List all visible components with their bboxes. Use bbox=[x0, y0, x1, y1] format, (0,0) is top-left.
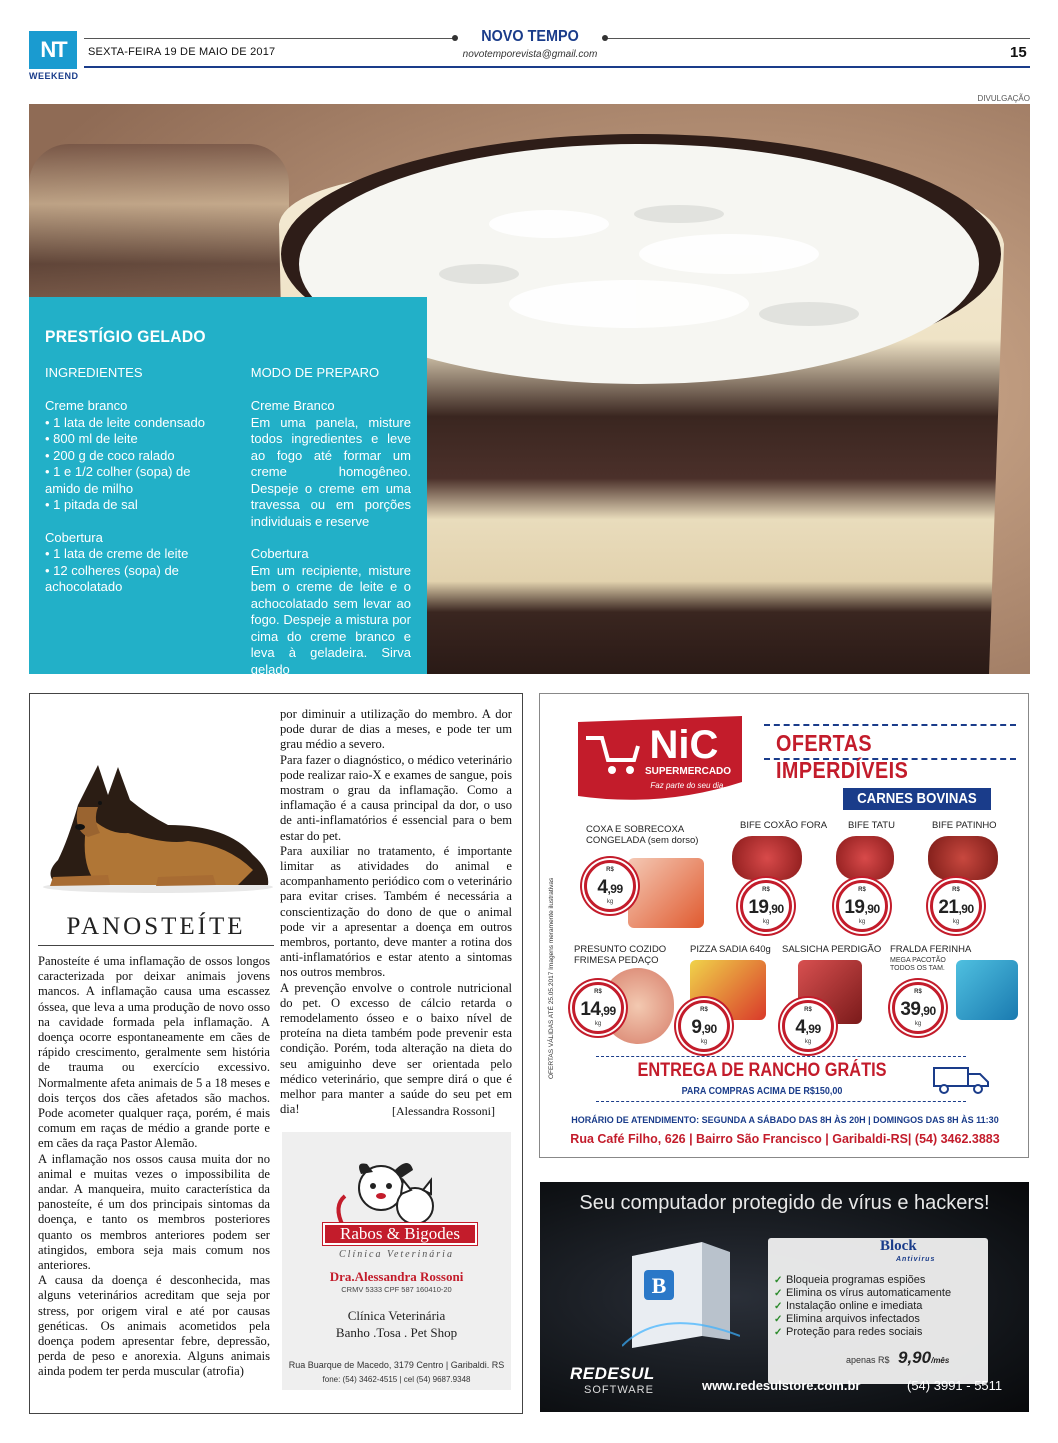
offers-headline: OFERTAS IMPERDÍVEIS bbox=[776, 730, 909, 783]
product-name: PRESUNTO COZIDO FRIMESA PEDAÇO bbox=[574, 944, 667, 966]
product-name: FRALDA FERINHA bbox=[890, 944, 972, 955]
feature-item: ✓ Bloqueia programas espiões bbox=[774, 1274, 984, 1287]
company-tagline: SOFTWARE bbox=[584, 1384, 654, 1396]
german-shepherd-image bbox=[38, 745, 278, 895]
antivirus-brand: Block bbox=[880, 1238, 917, 1254]
article-column-2 bbox=[280, 707, 512, 1117]
ingredients-heading: INGREDIENTES bbox=[45, 365, 143, 380]
article-paragraph: A causa da doença é desconhecida, mas alguns veterinários acreditam que seja por stress, por origem viral e até por causas genéticas. Os animais acometidos pela doença podem apresentar febre, depressão, perda de peso e anorexia. Alguns animais ainda podem ter perda muscular (atrofia) bbox=[38, 1273, 270, 1379]
product-name: COXA E SOBRECOXA CONGELADA (sem dorso) bbox=[586, 824, 699, 846]
vet-clinic-ad[interactable] bbox=[282, 1132, 511, 1390]
delivery-condition: PARA COMPRAS ACIMA DE R$150,00 bbox=[681, 1086, 843, 1097]
product-name: PIZZA SADIA 640g bbox=[690, 944, 771, 955]
header-rule-right bbox=[606, 38, 1030, 39]
clinic-service-1: Clínica Veterinária bbox=[347, 1308, 446, 1323]
product-name: BIFE COXÃO FORA bbox=[740, 820, 828, 831]
price-label: apenas R$ bbox=[846, 1355, 890, 1365]
article-paragraph: Para auxiliar no tratamento, é importante limitar as atividades do animal e acompanhamento periódico com o veterinário para evitar crises. Também é necessária a conscientização do dono de que o animal pode vir a apresentar a doença em outros membros, portanto, deve manter a rotina dos anti-inflamatórios e estar atento a sintomas nos outros membros. bbox=[280, 843, 512, 980]
chicken-pack-image bbox=[628, 858, 704, 928]
photo-credit: DIVULGAÇÃO bbox=[977, 94, 1030, 103]
antivirus-brand-sub: Antivirus bbox=[896, 1256, 936, 1263]
article-paragraph: por diminuir a utilização do membro. A dor pode durar de dias a meses, e pode ter um grau médio a severo. bbox=[280, 707, 512, 752]
feature-item: ✓ Elimina arquivos infectados bbox=[774, 1313, 984, 1326]
prep-cobertura-heading: Cobertura bbox=[250, 546, 309, 561]
company-logo: REDESUL bbox=[570, 1364, 655, 1383]
nic-brand-sub: SUPERMERCADO bbox=[644, 766, 732, 777]
article-paragraph: A prevenção envolve o controle nutricional do pet. O excesso de cálcio retarda o remodelamento ósseo e o baixo nível de proteína na dieta também pode prevenir esta condição. Porém, toda alteração na dieta do seu amiguinho deve ser orientada pelo médico veterinário, que sempre dirá o que é melhor para manter a saúde do seu pet em dia! bbox=[280, 980, 512, 1117]
ingredient-item: • 800 ml de leite bbox=[45, 431, 138, 446]
article-paragraph: A inflamação nos ossos causa muita dor no animal e muitas vezes o impossibilita de andar. A manqueira, muito característica da panosteíte, é um dos principais sintomas da doença, e tanto os membros posteriores quanto os membros anteriores podem ser atingidos, embora seja mais comum nos anteriores. bbox=[38, 1151, 270, 1273]
beef-coxao-image bbox=[732, 836, 802, 880]
recipe-box bbox=[29, 297, 427, 677]
nic-logo bbox=[572, 712, 748, 804]
newspaper-logo bbox=[29, 31, 77, 81]
article-paragraph: Para fazer o diagnóstico, o médico veterinário pode realizar raio-X e exames de sangue, pois mostram o grau da inflamação. Como a inflamação é a causa principal da dor, o uso de anti-inflamatórios é essencial para o bem estar do pet. bbox=[280, 752, 512, 843]
product-name: BIFE PATINHO bbox=[932, 820, 997, 831]
article-author: [Alessandra Rossoni] bbox=[392, 1104, 495, 1118]
ingredients-column bbox=[45, 365, 229, 678]
antivirus-headline: Seu computador protegido de vírus e hackers! bbox=[579, 1192, 990, 1214]
doctor-name: Dra.Alessandra Rossoni bbox=[329, 1269, 464, 1284]
article-paragraph: Panosteíte é uma inflamação de ossos longos caracterizada por deixar animais jovens mancos. A inflamação causa uma escassez óssea, que leva a uma produção de novo osso na cavidade formada pela inflamação. A doença ocorre espontaneamente em cães de rápido crescimento, geralmente sem história de trauma ou exercício excessivo. Normalmente afeta animais de 5 a 18 meses e dois terços dos cães afetados são machos. Pode acometer qualquer raça, porém, é mais comum em raças de médio a grande porte e em cães da raça Pastor Alemão. bbox=[38, 954, 270, 1151]
feature-item: ✓ Proteção para redes sociais bbox=[774, 1326, 984, 1339]
supermarket-ad[interactable] bbox=[539, 693, 1029, 1158]
clinic-name: Rabos & Bigodes bbox=[323, 1223, 477, 1245]
beef-patinho-image bbox=[928, 836, 998, 880]
beef-section-label: CARNES BOVINAS bbox=[843, 788, 991, 810]
price-badge: R$ 19,90 kg bbox=[740, 880, 792, 932]
ingredient-item: • 1 lata de leite condensado bbox=[45, 414, 205, 430]
header-rule-left bbox=[84, 38, 454, 39]
antivirus-price: 9,90/mês bbox=[898, 1348, 950, 1367]
header-underline bbox=[84, 66, 1030, 68]
preparation-column bbox=[251, 365, 411, 678]
cobertura-heading: Cobertura bbox=[45, 529, 103, 545]
clinic-address: Rua Buarque de Macedo, 3179 Centro | Garibaldi. RS bbox=[288, 1360, 505, 1370]
prep-creme-text: Em uma panela, misture todos ingredientes e leve ao fogo até formar um creme homogêneo. Despeje o creme em uma travessa ou em porções individuais e reserve bbox=[250, 414, 411, 529]
ingredient-item: • 12 colheres (sopa) de achocolatado bbox=[45, 562, 179, 594]
masthead-title: NOVO TEMPO bbox=[481, 28, 579, 45]
price-badge: R$ 14,99 kg bbox=[572, 982, 624, 1034]
nic-brand: NiC bbox=[649, 723, 719, 767]
fralda-detail: MEGA PACOTÃO TODOS OS TAM. bbox=[890, 957, 946, 972]
product-name: BIFE TATU bbox=[848, 820, 895, 831]
svg-text:B: B bbox=[651, 1273, 667, 1298]
price-badge: R$ 4,99 kg bbox=[782, 1000, 834, 1052]
logo-subtitle: WEEKEND bbox=[29, 71, 79, 81]
delivery-banner: ENTREGA DE RANCHO GRÁTIS bbox=[637, 1060, 887, 1081]
logo-mark: NT bbox=[29, 31, 77, 69]
store-phone: (54) 3991 - 5511 bbox=[907, 1378, 1003, 1393]
price-badge: R$ 39,90 kg bbox=[892, 982, 944, 1034]
ingredient-item: • 1 lata de creme de leite bbox=[45, 546, 189, 561]
software-box-image bbox=[622, 1236, 740, 1352]
creme-heading: Creme branco bbox=[45, 398, 128, 413]
truck-icon bbox=[932, 1062, 992, 1094]
preparation-heading: MODO DE PREPARO bbox=[250, 365, 380, 380]
beef-tatu-image bbox=[836, 836, 894, 880]
issue-date: SEXTA-FEIRA 19 DE MAIO DE 2017 bbox=[88, 46, 276, 58]
header-dot-right bbox=[602, 35, 608, 41]
article-title: PANOSTEÍTE bbox=[66, 913, 246, 940]
page-number: 15 bbox=[1010, 44, 1027, 61]
nic-slogan: Faz parte do seu dia. bbox=[650, 781, 726, 790]
antivirus-ad[interactable] bbox=[540, 1182, 1029, 1412]
ingredient-item: • 1 e 1/2 colher (sopa) de amido de milho bbox=[45, 464, 191, 496]
price-badge: R$ 21,90 kg bbox=[930, 880, 982, 932]
store-url[interactable]: www.redesulstore.com.br bbox=[702, 1378, 861, 1393]
opening-hours: HORÁRIO DE ATENDIMENTO: SEGUNDA A SÁBADO DAS 8H ÀS 20H | DOMINGOS DAS 8H ÀS 11:30 bbox=[571, 1115, 999, 1125]
recipe-title: PRESTÍGIO GELADO bbox=[45, 327, 206, 346]
contact-email[interactable]: novotemporevista@gmail.com bbox=[462, 49, 598, 60]
clinic-service-2: Banho .Tosa . Pet Shop bbox=[335, 1325, 458, 1340]
diaper-image bbox=[956, 960, 1018, 1020]
store-address: Rua Café Filho, 626 | Bairro São Francisco | Garibaldi-RS| (54) 3462.3883 bbox=[570, 1132, 1000, 1146]
product-name: SALSICHA PERDIGÃO bbox=[782, 944, 882, 955]
ingredient-item: • 200 g de coco ralado bbox=[45, 447, 175, 463]
header-dot-left bbox=[452, 35, 458, 41]
article-column-1 bbox=[38, 954, 270, 1380]
prep-cobertura-text: Em um recipiente, misture bem o creme de leite e o achocolatado sem levar ao fogo. Despeje a mistura por cima do creme branco e leva à geladeira. Sirva gelado bbox=[250, 562, 411, 677]
feature-item: ✓ Instalação online e imediata bbox=[774, 1300, 984, 1313]
features-list bbox=[774, 1274, 984, 1339]
price-badge: R$ 4,99 kg bbox=[584, 860, 636, 912]
clinic-subtitle: Clínica Veterinária bbox=[339, 1249, 454, 1260]
clinic-phones: fone: (54) 3462-4515 | cel (54) 9687.9348 bbox=[322, 1375, 471, 1384]
feature-item: ✓ Elimina os vírus automaticamente bbox=[774, 1287, 984, 1300]
doctor-crmv: CRMV 5333 CPF 587 160410-20 bbox=[341, 1285, 452, 1294]
prep-creme-heading: Creme Branco bbox=[250, 398, 335, 413]
price-badge: R$ 9,90 kg bbox=[678, 1000, 730, 1052]
ingredient-item: • 1 pitada de sal bbox=[45, 497, 138, 512]
title-rule bbox=[38, 945, 274, 946]
offer-validity-note: OFERTAS VÁLIDAS ATÉ 25.05.2017 Imagens meramente ilustrativas bbox=[548, 877, 555, 1079]
price-badge: R$ 19,90 kg bbox=[836, 880, 888, 932]
